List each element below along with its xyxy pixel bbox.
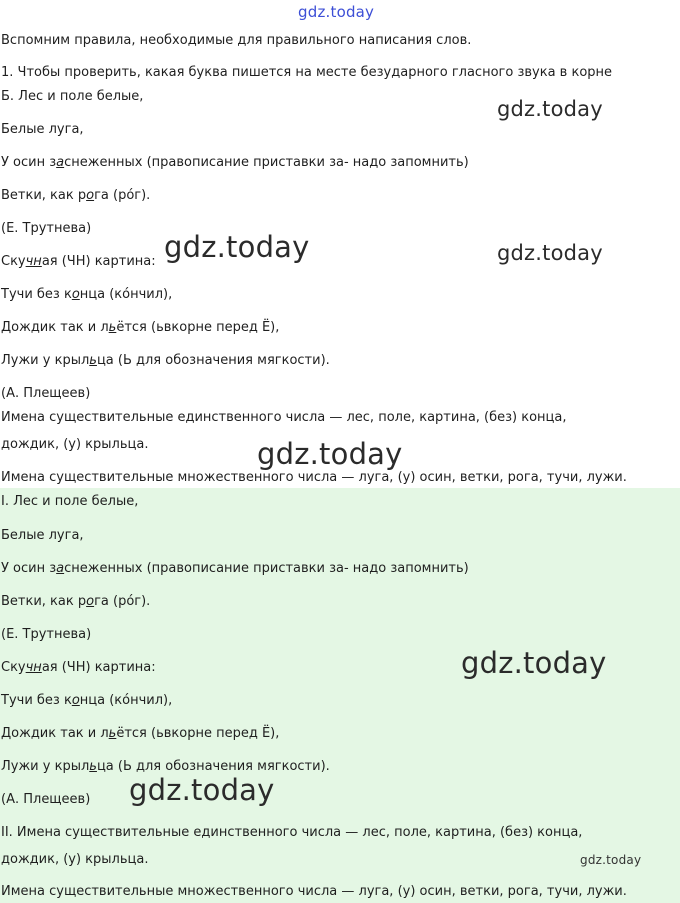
nouns-singular-b-cont: дождик, (у) крыльца. xyxy=(1,437,149,452)
watermark: gdz.today xyxy=(580,853,642,867)
poem-i-line-9: Лужи у крыльца (Ь для обозначения мягкости). xyxy=(1,759,330,774)
underlined-letter: о xyxy=(71,693,80,708)
poem-i-line-2: Белые луга, xyxy=(1,528,84,543)
underlined-letter: о xyxy=(71,287,80,302)
underlined-letter: а xyxy=(56,155,65,170)
nouns-plural-b: Имена существительные множественного числа — луга, (у) осин, ветки, рога, тучи, лужи. xyxy=(1,470,627,485)
underlined-letter: о xyxy=(86,188,95,203)
poem-b-author-2: (А. Плещеев) xyxy=(1,386,91,401)
poem-i-line-8: Дождик так и льётся (ьвкорне перед Ё), xyxy=(1,726,280,741)
poem-b-line-4: Ветки, как рога (ро́г). xyxy=(1,188,151,203)
poem-i-line-6: Скучная (ЧН) картина: xyxy=(1,660,156,675)
watermark: gdz.today xyxy=(257,437,403,471)
poem-b-author-1: (Е. Трутнева) xyxy=(1,221,92,236)
poem-b-line-2: Белые луга, xyxy=(1,122,84,137)
underlined-letter: а xyxy=(56,561,65,576)
watermark: gdz.today xyxy=(497,241,603,265)
watermark: gdz.today xyxy=(164,230,310,264)
poem-i-line-7: Тучи без конца (ко́нчил), xyxy=(1,693,173,708)
underlined-letter: ь xyxy=(89,759,97,774)
rule-1-text: 1. Чтобы проверить, какая буква пишется на месте безударного гласного звука в корне xyxy=(1,65,613,80)
watermark: gdz.today xyxy=(497,97,603,121)
poem-i-line-3: У осин заснеженных (правописание приставки за- надо запомнить) xyxy=(1,561,469,576)
underlined-letters: чн xyxy=(25,660,42,675)
intro-text: Вспомним правила, необходимые для правильного написания слов. xyxy=(1,33,472,48)
watermark: gdz.today xyxy=(461,646,607,680)
poem-b-line-6: Скучная (ЧН) картина: xyxy=(1,254,156,269)
underlined-letters: чн xyxy=(25,254,42,269)
underlined-letter: ь xyxy=(108,320,117,335)
underlined-letter: ь xyxy=(89,353,97,368)
poem-i-line-1: I. Лес и поле белые, xyxy=(1,494,139,509)
watermark: gdz.today xyxy=(129,773,275,807)
poem-b-line-7: Тучи без конца (ко́нчил), xyxy=(1,287,173,302)
poem-b-line-8: Дождик так и льётся (ьвкорне перед Ё), xyxy=(1,320,280,335)
watermark-top: gdz.today xyxy=(298,3,375,21)
nouns-singular-i: II. Имена существительные единственного числа — лес, поле, картина, (без) конца, xyxy=(1,825,583,840)
nouns-singular-b: Имена существительные единственного числа — лес, поле, картина, (без) конца, xyxy=(1,410,567,425)
poem-b-line-1: Б. Лес и поле белые, xyxy=(1,89,144,104)
underlined-letter: ь xyxy=(108,726,117,741)
poem-b-line-3: У осин заснеженных (правописание приставки за- надо запомнить) xyxy=(1,155,469,170)
poem-i-line-4: Ветки, как рога (ро́г). xyxy=(1,594,151,609)
nouns-singular-i-cont: дождик, (у) крыльца. xyxy=(1,852,149,867)
poem-i-author-1: (Е. Трутнева) xyxy=(1,627,92,642)
underlined-letter: о xyxy=(86,594,95,609)
poem-b-line-9: Лужи у крыльца (Ь для обозначения мягкости). xyxy=(1,353,330,368)
poem-i-author-2: (А. Плещеев) xyxy=(1,792,91,807)
nouns-plural-i: Имена существительные множественного числа — луга, (у) осин, ветки, рога, тучи, лужи. xyxy=(1,884,627,899)
